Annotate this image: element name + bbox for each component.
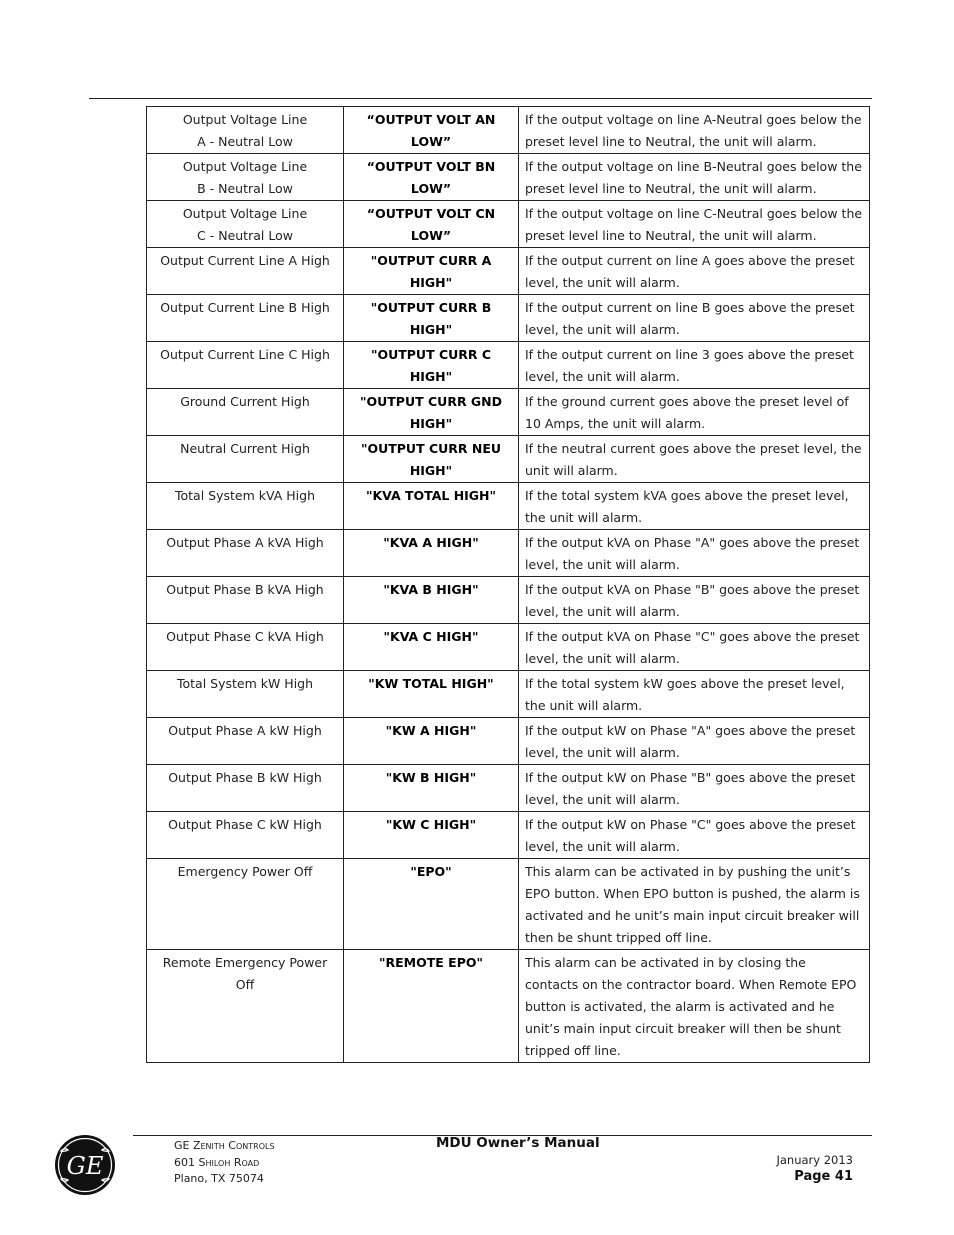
- alarm-description-cell: If the output kW on Phase "B" goes above the preset level, the unit will alarm.: [519, 765, 870, 812]
- table-row: [147, 765, 870, 812]
- alarm-condition-line: Output Phase B kW High: [168, 770, 322, 785]
- alarm-message-cell: "OUTPUT CURR NEU HIGH": [344, 436, 519, 483]
- alarm-description-cell: If the total system kW goes above the preset level, the unit will alarm.: [519, 671, 870, 718]
- alarm-condition-cell: [147, 483, 344, 530]
- page-number: Page 41: [794, 1169, 853, 1184]
- alarm-condition-line: Output Phase B kVA High: [166, 582, 324, 597]
- alarm-condition-cell: [147, 950, 344, 1063]
- alarm-message-cell: "OUTPUT CURR B HIGH": [344, 295, 519, 342]
- alarm-message-cell: "OUTPUT CURR GND HIGH": [344, 389, 519, 436]
- svg-text:GE: GE: [66, 1152, 104, 1180]
- table-row: [147, 201, 870, 248]
- table-row: [147, 530, 870, 577]
- table-row: [147, 154, 870, 201]
- table-row: [147, 248, 870, 295]
- manual-title: MDU Owner’s Manual: [436, 1135, 600, 1151]
- alarm-condition-cell: [147, 201, 344, 248]
- alarm-description-cell: This alarm can be activated in by closing the contacts on the contractor board. When Remote EPO button is activated, the alarm is activated and he unit’s main input circuit breaker will then be shunt tripped off line.: [519, 950, 870, 1063]
- table-row: [147, 671, 870, 718]
- alarm-condition-line: A - Neutral Low: [197, 134, 293, 149]
- alarm-condition-cell: [147, 107, 344, 154]
- alarm-condition-cell: [147, 624, 344, 671]
- table-row: [147, 483, 870, 530]
- alarm-message-cell: "KW C HIGH": [344, 812, 519, 859]
- table-row: [147, 107, 870, 154]
- alarm-condition-line: Output Current Line B High: [160, 300, 330, 315]
- alarm-message-cell: "REMOTE EPO": [344, 950, 519, 1063]
- alarm-description-cell: If the output voltage on line B-Neutral goes below the preset level line to Neutral, the unit will alarm.: [519, 154, 870, 201]
- city-address: Plano, TX 75074: [174, 1172, 264, 1185]
- alarm-condition-line: Output Voltage Line: [182, 206, 308, 221]
- alarm-message-cell: "OUTPUT CURR C HIGH": [344, 342, 519, 389]
- alarm-message-cell: "KVA B HIGH": [344, 577, 519, 624]
- alarm-description-cell: If the total system kVA goes above the preset level, the unit will alarm.: [519, 483, 870, 530]
- alarm-description-cell: If the ground current goes above the preset level of 10 Amps, the unit will alarm.: [519, 389, 870, 436]
- alarm-description-cell: If the output kVA on Phase "A" goes above the preset level, the unit will alarm.: [519, 530, 870, 577]
- alarm-condition-cell: [147, 530, 344, 577]
- alarm-message-cell: "OUTPUT CURR A HIGH": [344, 248, 519, 295]
- alarm-description-cell: If the output current on line 3 goes above the preset level, the unit will alarm.: [519, 342, 870, 389]
- table-row: [147, 718, 870, 765]
- alarm-description-cell: If the output current on line B goes above the preset level, the unit will alarm.: [519, 295, 870, 342]
- table-row: [147, 950, 870, 1063]
- alarm-condition-line: Output Phase A kW High: [168, 723, 322, 738]
- table-row: [147, 295, 870, 342]
- alarm-condition-cell: [147, 671, 344, 718]
- alarm-condition-cell: [147, 154, 344, 201]
- alarm-description-cell: If the output kVA on Phase "C" goes above the preset level, the unit will alarm.: [519, 624, 870, 671]
- alarm-condition-line: Output Phase C kVA High: [166, 629, 324, 644]
- alarm-message-cell: "KVA C HIGH": [344, 624, 519, 671]
- alarm-condition-cell: [147, 295, 344, 342]
- alarm-condition-line: C - Neutral Low: [197, 228, 293, 243]
- table-row: [147, 389, 870, 436]
- alarm-condition-cell: [147, 577, 344, 624]
- alarm-condition-line: Output Voltage Line: [182, 112, 308, 127]
- alarm-condition-line: Remote Emergency Power Off: [162, 955, 328, 992]
- street-address: 601 Shiloh Road: [174, 1155, 260, 1169]
- alarm-message-cell: “OUTPUT VOLT CN LOW”: [344, 201, 519, 248]
- alarm-message-cell: "KW B HIGH": [344, 765, 519, 812]
- alarm-condition-line: Emergency Power Off: [177, 864, 313, 879]
- alarm-message-cell: "KVA A HIGH": [344, 530, 519, 577]
- alarm-condition-cell: [147, 342, 344, 389]
- alarm-description-cell: If the output kVA on Phase "B" goes above the preset level, the unit will alarm.: [519, 577, 870, 624]
- alarm-condition-cell: [147, 718, 344, 765]
- alarm-condition-line: Output Phase C kW High: [168, 817, 322, 832]
- alarm-condition-line: Neutral Current High: [180, 441, 310, 456]
- alarm-description-cell: If the output kW on Phase "A" goes above the preset level, the unit will alarm.: [519, 718, 870, 765]
- alarm-condition-line: Total System kW High: [176, 676, 314, 691]
- alarm-condition-cell: [147, 248, 344, 295]
- alarm-description-cell: If the output current on line A goes above the preset level, the unit will alarm.: [519, 248, 870, 295]
- alarm-description-cell: If the neutral current goes above the preset level, the unit will alarm.: [519, 436, 870, 483]
- table-row: [147, 859, 870, 950]
- alarm-message-cell: “OUTPUT VOLT BN LOW”: [344, 154, 519, 201]
- alarm-condition-line: Output Current Line C High: [160, 347, 330, 362]
- alarm-table-body: [147, 107, 870, 1063]
- alarm-condition-cell: [147, 436, 344, 483]
- alarm-message-cell: "KVA TOTAL HIGH": [344, 483, 519, 530]
- alarm-description-cell: If the output voltage on line C-Neutral goes below the preset level line to Neutral, the unit will alarm.: [519, 201, 870, 248]
- table-row: [147, 342, 870, 389]
- company-name: GE Zenith Controls: [174, 1139, 275, 1152]
- table-row: [147, 624, 870, 671]
- header-rule: [89, 98, 872, 99]
- alarm-message-cell: "KW A HIGH": [344, 718, 519, 765]
- alarm-description-cell: If the output voltage on line A-Neutral goes below the preset level line to Neutral, the unit will alarm.: [519, 107, 870, 154]
- alarm-condition-cell: [147, 812, 344, 859]
- alarm-description-cell: If the output kW on Phase "C" goes above the preset level, the unit will alarm.: [519, 812, 870, 859]
- alarm-condition-cell: [147, 389, 344, 436]
- table-row: [147, 436, 870, 483]
- table-row: [147, 812, 870, 859]
- ge-logo-icon: [54, 1134, 116, 1196]
- table-row: [147, 577, 870, 624]
- alarm-condition-cell: [147, 765, 344, 812]
- alarm-description-cell: This alarm can be activated in by pushing the unit’s EPO button. When EPO button is pushed, the alarm is activated and he unit’s main input circuit breaker will then be shunt tripped off line.: [519, 859, 870, 950]
- alarm-condition-line: Output Current Line A High: [160, 253, 330, 268]
- alarm-condition-line: Output Voltage Line: [182, 159, 308, 174]
- alarm-condition-line: Total System kVA High: [175, 488, 315, 503]
- alarm-table: [146, 106, 870, 1063]
- alarm-condition-line: Ground Current High: [180, 394, 310, 409]
- alarm-message-cell: "KW TOTAL HIGH": [344, 671, 519, 718]
- alarm-message-cell: "EPO": [344, 859, 519, 950]
- publication-date: January 2013: [776, 1153, 853, 1167]
- alarm-message-cell: “OUTPUT VOLT AN LOW”: [344, 107, 519, 154]
- alarm-condition-line: Output Phase A kVA High: [166, 535, 324, 550]
- alarm-condition-line: B - Neutral Low: [197, 181, 293, 196]
- company-address: [174, 1138, 275, 1188]
- alarm-condition-cell: [147, 859, 344, 950]
